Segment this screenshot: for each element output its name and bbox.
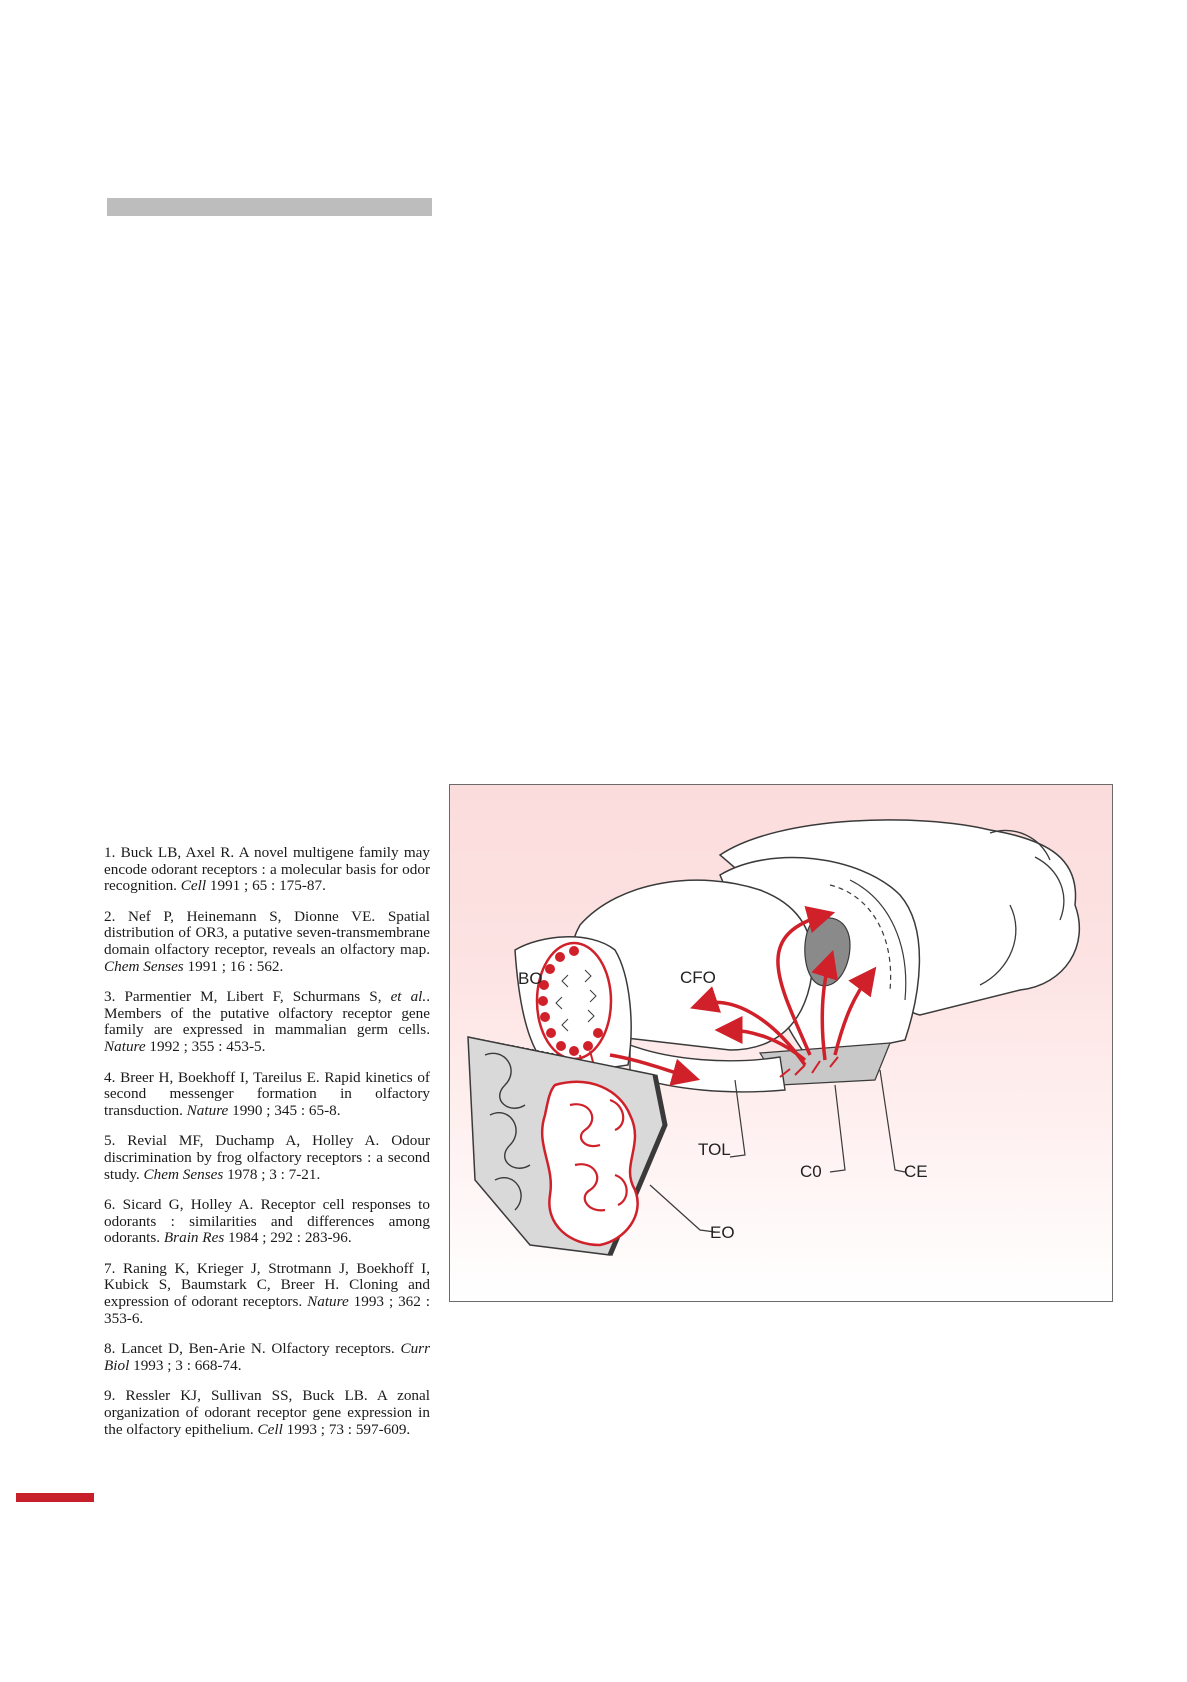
label-bo: BO (518, 969, 543, 988)
accent-rule (16, 1493, 94, 1502)
label-eo: EO (710, 1223, 735, 1242)
reference-item: 7. Raning K, Krieger J, Strotmann J, Boekhoff I, Kubick S, Baumstark C, Breer H. Cloning and expression of odorant receptors. Nature 1993 ; 362 : 353-6. (104, 1259, 430, 1327)
label-cfo: CFO (680, 968, 716, 987)
reference-item: 1. Buck LB, Axel R. A novel multigene family may encode odorant receptors : a molecular basis for odor recognition. Cell 1991 ; 65 : 175-87. (104, 844, 430, 895)
label-ce: CE (904, 1162, 928, 1181)
olfactory-pathway-figure (449, 784, 1113, 1302)
reference-item: 6. Sicard G, Holley A. Receptor cell responses to odorants : similarities and differences among odorants. Brain Res 1984 ; 292 : 283-96. (104, 1196, 430, 1247)
reference-item: 3. Parmentier M, Libert F, Schurmans S, et al.. Members of the putative olfactory receptor gene family are expressed in mammalian germ cells. Nature 1992 ; 355 : 453-5. (104, 988, 430, 1055)
reference-item: 9. Ressler KJ, Sullivan SS, Buck LB. A zonal organization of odorant receptor gene expression in the olfactory epithelium. Cell 1993 ; 73 : 597-609. (104, 1387, 430, 1438)
bulb-glomeruli-ring (537, 943, 611, 1059)
label-tol: TOL (698, 1140, 731, 1159)
label-leaders (650, 1070, 905, 1232)
brain-diagram (450, 785, 1113, 1302)
section-header-bar (107, 198, 432, 216)
reference-list (104, 845, 430, 1452)
reference-item: 2. Nef P, Heinemann S, Dionne VE. Spatial distribution of OR3, a putative seven-transmembrane domain olfactory receptor, reveals an olfactory map. Chem Senses 1991 ; 16 : 562. (104, 907, 430, 975)
label-co: C0 (800, 1162, 822, 1181)
reference-item: 4. Breer H, Boekhoff I, Tareilus E. Rapid kinetics of second messenger formation in olfactory transduction. Nature 1990 ; 345 : 65-8. (104, 1068, 430, 1119)
olfactory-epithelium (542, 1082, 637, 1245)
reference-item: 8. Lancet D, Ben-Arie N. Olfactory receptors. Curr Biol 1993 ; 3 : 668-74. (104, 1340, 430, 1374)
reference-item: 5. Revial MF, Duchamp A, Holley A. Odour discrimination by frog olfactory receptors : a second study. Chem Senses 1978 ; 3 : 7-21. (104, 1132, 430, 1183)
